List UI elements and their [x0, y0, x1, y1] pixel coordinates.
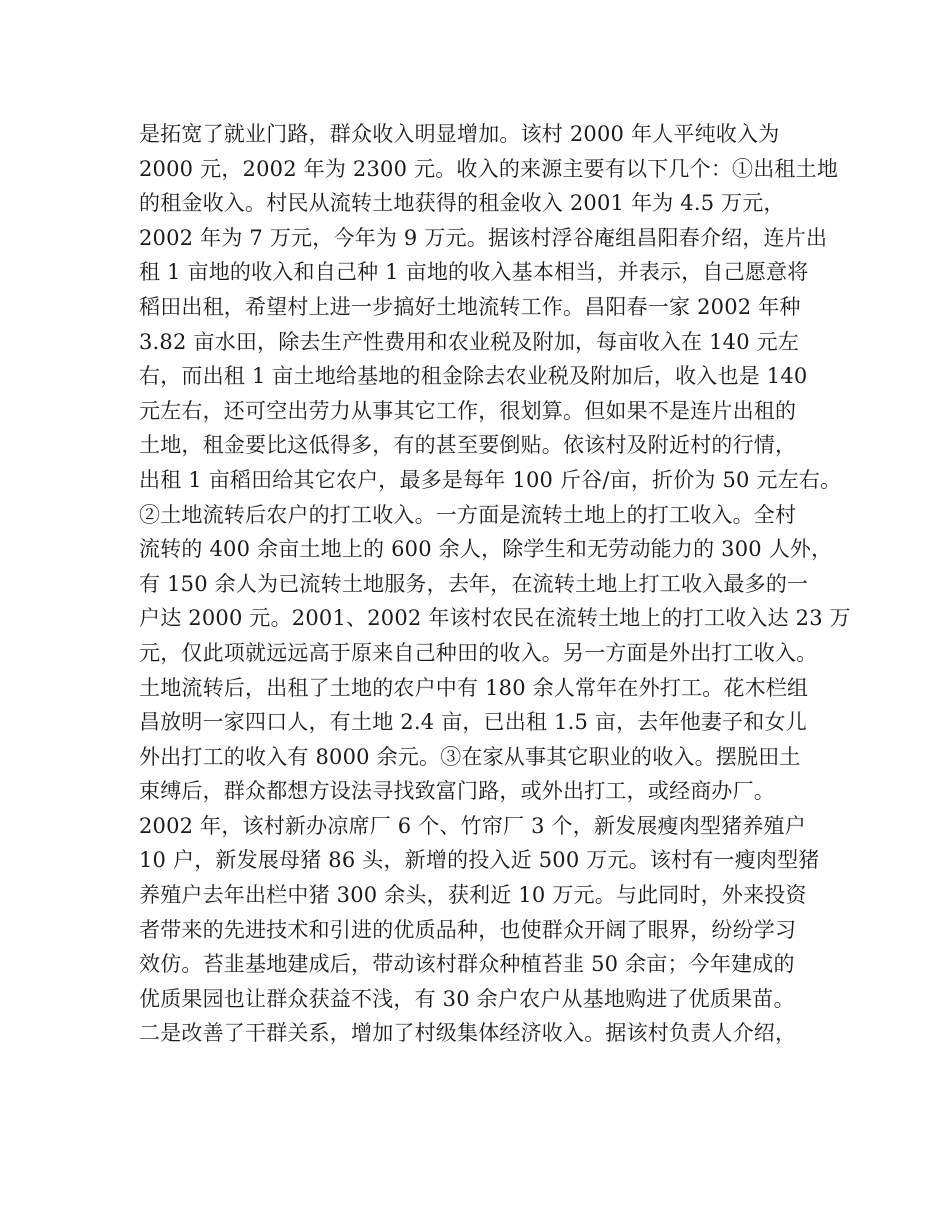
text-line: 2002 年为 7 万元，今年为 9 万元。据该村浮谷庵组昌阳春介绍，连片出 — [139, 225, 828, 250]
text-line: 有 150 余人为已流转土地服务，去年，在流转土地上打工收入最多的一 — [139, 571, 809, 596]
text-line: 2002 年，该村新办凉席厂 6 个、竹帘厂 3 个，新发展瘦肉型猪养殖户 — [139, 813, 806, 838]
text-line: 土地，租金要比这低得多，有的甚至要倒贴。依该村及附近村的行情， — [139, 433, 797, 458]
text-line: 效仿。苔韭基地建成后，带动该村群众种植苔韭 50 余亩；今年建成的 — [139, 952, 795, 977]
text-line: 10 户，新发展母猪 86 头，新增的投入近 500 万元。该村有一瘦肉型猪 — [139, 848, 820, 873]
text-line: 3.82 亩水田，除去生产性费用和农业税及附加，每亩收入在 140 元左 — [139, 329, 800, 354]
text-line: 出租 1 亩稻田给其它农户，最多是每年 100 斤谷/亩，折价为 50 元左右。 — [139, 467, 842, 492]
text-line: ②土地流转后农户的打工收入。一方面是流转土地上的打工收入。全村 — [139, 502, 797, 527]
text-line: 束缚后，群众都想方设法寻找致富门路，或外出打工，或经商办厂。 — [139, 779, 775, 804]
text-line: 流转的 400 余亩土地上的 600 余人，除学生和无劳动能力的 300 人外， — [139, 537, 833, 562]
text-line: 稻田出租，希望村上进一步搞好土地流转工作。昌阳春一家 2002 年种 — [139, 294, 801, 319]
text-line: 昌放明一家四口人，有土地 2.4 亩，已出租 1.5 亩，去年他妻子和女儿 — [139, 710, 807, 735]
text-line: 者带来的先进技术和引进的优质品种，也使群众开阔了眼界，纷纷学习 — [139, 917, 797, 942]
text-line: 户达 2000 元。2001、2002 年该村农民在流转土地上的打工收入达 23 万 — [139, 606, 851, 631]
body-text — [139, 117, 851, 1051]
text-line: 土地流转后，出租了土地的农户中有 180 余人常年在外打工。花木栏组 — [139, 675, 809, 700]
text-line: 是拓宽了就业门路，群众收入明显增加。该村 2000 年人平纯收入为 — [139, 122, 780, 146]
text-line: 租 1 亩地的收入和自己种 1 亩地的收入基本相当，并表示，自己愿意将 — [139, 260, 809, 285]
text-line: 二是改善了干群关系，增加了村级集体经济收入。据该村负责人介绍， — [139, 1021, 797, 1046]
text-line: 右，而出租 1 亩土地给基地的租金除去农业税及附加后，收入也是 140 — [139, 364, 808, 389]
text-line: 优质果园也让群众获益不浅，有 30 余户农户从基地购进了优质果苗。 — [139, 986, 795, 1011]
text-line: 的租金收入。村民从流转土地获得的租金收入 2001 年为 4.5 万元， — [139, 191, 785, 216]
text-line: 2000 元，2002 年为 2300 元。收入的来源主要有以下几个：①出租土地 — [139, 156, 839, 181]
text-line: 元左右，还可空出劳力从事其它工作，很划算。但如果不是连片出租的 — [139, 398, 797, 423]
text-line: 养殖户去年出栏中猪 300 余头，获利近 10 万元。与此同时，外来投资 — [139, 883, 807, 908]
text-line: 外出打工的收入有 8000 余元。③在家从事其它职业的收入。摆脱田土 — [139, 744, 801, 769]
text-line: 元，仅此项就远远高于原来自己种田的收入。另一方面是外出打工收入。 — [139, 640, 818, 665]
